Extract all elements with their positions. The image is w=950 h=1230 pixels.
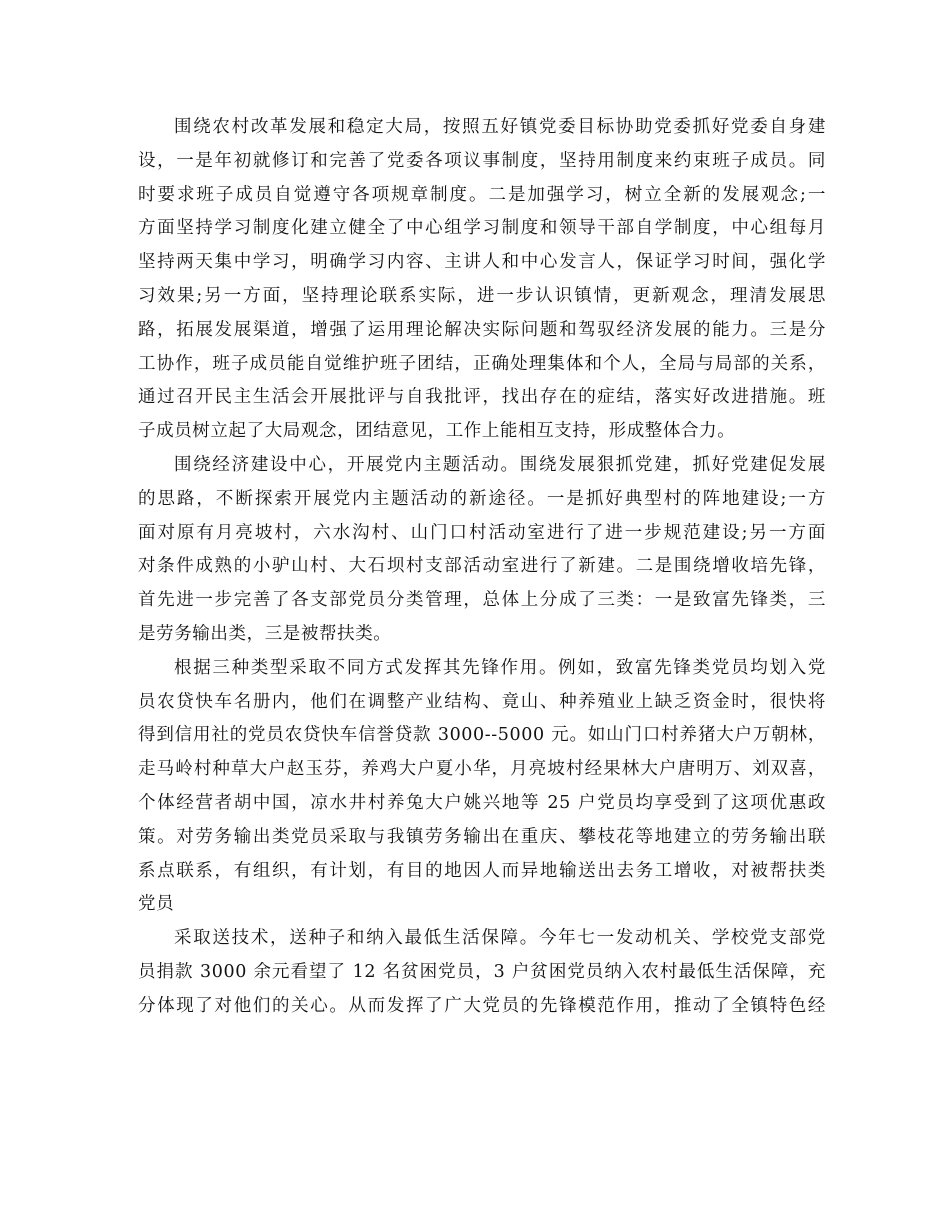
paragraph-3-line-6: 策。对劳务输出类党员采取与我镇劳务输出在重庆、攀枝花等地建立的劳务输出联 — [138, 826, 826, 847]
paragraph-1-line-8: 工协作，班子成员能自觉维护班子团结，正确处理集体和个人，全局与局部的关系， — [138, 353, 826, 374]
paragraph-3-line-3: 得到信用社的党员农贷快车信誉贷款 3000--5000 元。如山门口村养猪大户万朝林， — [138, 725, 826, 746]
paragraph-1-line-5: 坚持两天集中学习，明确学习内容、主讲人和中心发言人，保证学习时间，强化学 — [138, 252, 826, 273]
paragraph-2-line-1: 围绕经济建设中心，开展党内主题活动。围绕发展狠抓党建，抓好党建促发展 — [174, 454, 826, 475]
paragraph-1-line-4: 方面坚持学习制度化建立健全了中心组学习制度和领导干部自学制度，中心组每月 — [138, 218, 826, 239]
paragraph-1-line-2: 设，一是年初就修订和完善了党委各项议事制度，坚持用制度来约束班子成员。同 — [138, 150, 826, 171]
paragraph-3-line-5: 个体经营者胡中国，凉水井村养兔大户姚兴地等 25 户党员均享受到了这项优惠政 — [138, 792, 826, 813]
document-body — [138, 111, 826, 1024]
paragraph-1-line-7: 路，拓展发展渠道，增强了运用理论解决实际问题和驾驭经济发展的能力。三是分 — [138, 319, 826, 340]
paragraph-2-line-2: 的思路，不断探索开展党内主题活动的新途径。一是抓好典型村的阵地建设;一方 — [138, 488, 826, 509]
paragraph-1-line-1: 围绕农村改革发展和稳定大局，按照五好镇党委目标协助党委抓好党委自身建 — [174, 117, 826, 137]
paragraph-4-line-2: 员捐款 3000 余元看望了 12 名贫困党员，3 户贫困党员纳入农村最低生活保障，充 — [138, 961, 826, 982]
paragraph-4-line-1: 采取送技术，送种子和纳入最低生活保障。今年七一发动机关、学校党支部党 — [174, 928, 826, 949]
paragraph-3-line-2: 员农贷快车名册内，他们在调整产业结构、竟山、种养殖业上缺乏资金时，很快将 — [138, 691, 826, 712]
paragraph-3-line-4: 走马岭村种草大户赵玉芬，养鸡大户夏小华，月亮坡村经果林大户唐明万、刘双喜， — [138, 759, 826, 780]
paragraph-3-line-8: 党员 — [138, 894, 175, 915]
paragraph-1-line-9: 通过召开民主生活会开展批评与自我批评，找出存在的症结，落实好改进措施。班 — [138, 387, 826, 408]
paragraph-2-line-5: 首先进一步完善了各支部党员分类管理，总体上分成了三类：一是致富先锋类，三 — [138, 590, 826, 611]
paragraph-1-line-3: 时要求班子成员自觉遵守各项规章制度。二是加强学习，树立全新的发展观念;一 — [138, 184, 826, 205]
paragraph-1-line-6: 习效果;另一方面，坚持理论联系实际，进一步认识镇情，更新观念，理清发展思 — [138, 285, 826, 306]
paragraph-1-line-10: 子成员树立起了大局观念，团结意见，工作上能相互支持，形成整体合力。 — [138, 421, 736, 442]
paragraph-3-line-7: 系点联系，有组织，有计划，有目的地因人而异地输送出去务工增收，对被帮扶类 — [138, 860, 826, 881]
paragraph-4-line-3: 分体现了对他们的关心。从而发挥了广大党员的先锋模范作用，推动了全镇特色经 — [138, 995, 826, 1016]
paragraph-2-line-6: 是劳务输出类，三是被帮扶类。 — [138, 623, 392, 644]
paragraph-3-line-1: 根据三种类型采取不同方式发挥其先锋作用。例如，致富先锋类党员均划入党 — [174, 657, 826, 678]
paragraph-2-line-4: 对条件成熟的小驴山村、大石坝村支部活动室进行了新建。二是围绕增收培先锋， — [138, 556, 826, 577]
paragraph-2-line-3: 面对原有月亮坡村，六水沟村、山门口村活动室进行了进一步规范建设;另一方面 — [138, 522, 826, 543]
